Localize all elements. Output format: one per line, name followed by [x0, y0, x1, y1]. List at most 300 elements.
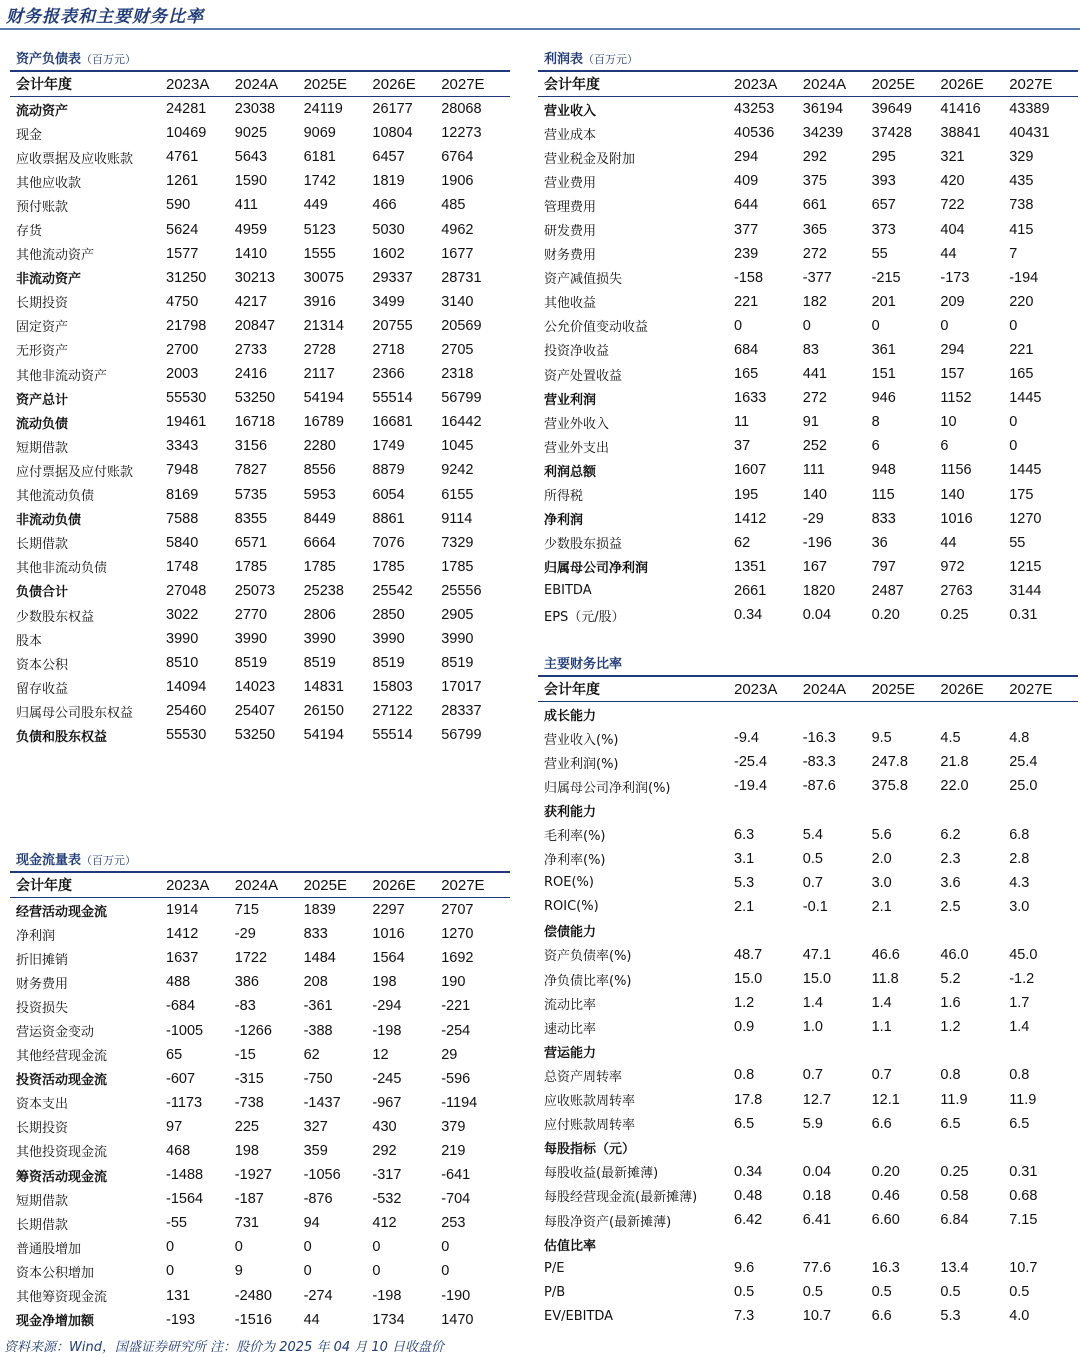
row-value: 272: [802, 390, 827, 407]
header-year: 2024A: [802, 680, 847, 698]
row-value: 1555: [303, 245, 336, 262]
row-label: 其他流动资产: [16, 248, 95, 264]
table-caption: [538, 655, 1078, 675]
row-label: 少数股东权益: [16, 609, 95, 625]
row-value: 3990: [372, 631, 405, 648]
row-value: 797: [871, 558, 896, 575]
row-value: 165: [734, 366, 759, 383]
row-value: 0: [1009, 317, 1018, 334]
row-value: 1016: [372, 926, 405, 943]
table-title: 主要财务比率: [544, 657, 623, 672]
row-value: 26150: [303, 703, 344, 720]
table-row: [10, 290, 510, 314]
row-label: 经营活动现金流: [16, 904, 108, 920]
row-value: 393: [871, 173, 896, 190]
row-value: 8519: [303, 655, 336, 672]
row-value: 21314: [303, 317, 344, 334]
row-value: 2806: [303, 607, 336, 624]
row-value: 7.15: [1009, 1212, 1038, 1229]
row-label: 归属母公司股东权益: [16, 705, 134, 721]
row-value: 8879: [372, 462, 405, 479]
row-label: 长期投资: [16, 296, 69, 312]
row-value: 1.7: [1009, 995, 1030, 1012]
row-value: 209: [940, 293, 965, 310]
header-year: 2025E: [303, 876, 347, 894]
row-value: -187: [234, 1191, 264, 1208]
row-label: 应付账款周转率: [544, 1118, 636, 1134]
row-value: 2003: [166, 366, 199, 383]
header-year: 2027E: [1009, 75, 1053, 93]
row-label: 营业费用: [544, 175, 597, 191]
row-label: 归属母公司净利润(%): [544, 780, 671, 796]
row-value: 466: [372, 197, 397, 214]
row-value: 4.5: [940, 730, 961, 747]
row-value: 8519: [441, 655, 474, 672]
row-value: 2.3: [940, 850, 961, 867]
row-value: 38841: [940, 125, 981, 142]
row-value: -198: [372, 1022, 402, 1039]
row-value: 14831: [303, 679, 344, 696]
table-header-row: [538, 70, 1078, 97]
row-label: 折旧摊销: [16, 952, 69, 968]
row-value: 46.6: [871, 946, 900, 963]
table-unit: （百万元）: [81, 854, 137, 867]
row-value: 6155: [441, 486, 474, 503]
row-value: 0: [166, 1239, 175, 1256]
row-value: 1785: [303, 558, 336, 575]
row-value: 6181: [303, 149, 336, 166]
section-row: [538, 458, 1078, 482]
row-label: 净负债比率(%): [544, 973, 632, 989]
table-row: [538, 871, 1078, 895]
row-value: 2.8: [1009, 850, 1030, 867]
row-value: 1.2: [940, 1019, 961, 1036]
row-value: 5.2: [940, 971, 961, 988]
row-value: 55: [871, 245, 888, 262]
row-value: 2707: [441, 902, 474, 919]
row-value: 13.4: [940, 1260, 969, 1277]
row-value: 219: [441, 1142, 466, 1159]
row-value: -294: [372, 998, 402, 1015]
row-value: 1045: [441, 438, 474, 455]
row-value: 1637: [166, 950, 199, 967]
row-value: 30213: [234, 269, 276, 286]
table-row: [538, 726, 1078, 750]
table-row: [538, 242, 1078, 266]
row-value: 0: [441, 1263, 450, 1280]
row-value: 0.34: [734, 1163, 763, 1180]
row-value: 329: [1009, 149, 1034, 166]
table-row: [538, 338, 1078, 362]
row-value: -193: [166, 1311, 196, 1328]
table-row: [10, 458, 510, 482]
section-row: [538, 702, 1078, 726]
row-label: 应收账款周转率: [544, 1094, 636, 1110]
row-value: 25.0: [1009, 778, 1038, 795]
row-value: -361: [303, 998, 333, 1015]
row-label: 预付账款: [16, 199, 69, 215]
table-row: [538, 290, 1078, 314]
row-value: 44: [940, 534, 957, 551]
row-value: 1.4: [1009, 1019, 1030, 1036]
table-row: [538, 1015, 1078, 1039]
row-value: 485: [441, 197, 466, 214]
row-label: 负债和股东权益: [16, 729, 108, 745]
row-value: 5953: [303, 486, 336, 503]
row-value: 375.8: [871, 778, 908, 795]
row-value: 91: [802, 414, 819, 431]
row-label: 营运资金变动: [16, 1025, 95, 1041]
row-value: 48.7: [734, 946, 763, 963]
row-value: 55530: [166, 727, 207, 744]
row-value: -221: [441, 998, 471, 1015]
row-value: 1261: [166, 173, 199, 190]
table-row: [10, 922, 510, 946]
table-row: [10, 994, 510, 1018]
row-value: 7076: [372, 534, 405, 551]
row-value: 10469: [166, 125, 207, 142]
row-value: 386: [234, 974, 259, 991]
row-value: 6.5: [734, 1115, 755, 1132]
table-row: [538, 145, 1078, 169]
row-value: -245: [372, 1070, 402, 1087]
row-value: 4750: [166, 293, 199, 310]
row-value: 2366: [372, 366, 405, 383]
table-row: [538, 1088, 1078, 1112]
row-value: 182: [802, 293, 827, 310]
table-row: [538, 193, 1078, 217]
row-label: 估值比率: [544, 1238, 597, 1254]
row-value: 6664: [303, 534, 336, 551]
table-row: [10, 531, 510, 555]
row-value: 294: [734, 149, 759, 166]
row-value: 377: [734, 221, 759, 238]
row-value: 4761: [166, 149, 199, 166]
row-value: 62: [303, 1046, 320, 1063]
row-value: -0.1: [802, 898, 828, 915]
row-value: 0: [303, 1239, 312, 1256]
row-label: 资产减值损失: [544, 272, 623, 288]
row-value: 9025: [234, 125, 268, 142]
row-value: 4962: [441, 221, 474, 238]
row-value: 3916: [303, 293, 336, 310]
row-value: 2318: [441, 366, 474, 383]
section-row: [10, 266, 510, 290]
row-value: 379: [441, 1118, 466, 1135]
section-row: [538, 798, 1078, 822]
row-label: 其他非流动负债: [16, 561, 108, 577]
row-value: 11.8: [871, 971, 899, 988]
row-label: P/E: [544, 1260, 565, 1276]
header-year: 2023A: [734, 75, 778, 93]
row-value: 8449: [303, 510, 336, 527]
row-label: 其他经营现金流: [16, 1049, 108, 1065]
row-value: 0.5: [940, 1284, 961, 1301]
row-value: -1437: [303, 1094, 341, 1111]
header-year: 2026E: [372, 876, 416, 894]
table-row: [538, 483, 1078, 507]
row-value: 6.5: [940, 1115, 961, 1132]
row-value: 7: [1009, 245, 1018, 262]
row-value: 409: [734, 173, 759, 190]
table-row: [10, 1043, 510, 1067]
row-value: -1056: [303, 1167, 341, 1184]
row-value: 28731: [441, 269, 482, 286]
row-value: 292: [802, 149, 827, 166]
row-value: 0.9: [734, 1019, 755, 1036]
row-value: 0: [372, 1263, 381, 1280]
section-row: [10, 1067, 510, 1091]
row-value: 1.0: [802, 1019, 823, 1036]
row-value: 54194: [303, 390, 344, 407]
header-year: 2024A: [234, 876, 279, 894]
row-value: 1590: [234, 173, 268, 190]
table-header-row: [538, 675, 1078, 702]
table-row: [10, 1018, 510, 1042]
row-value: -1488: [166, 1167, 204, 1184]
row-value: 0: [734, 317, 743, 334]
row-label: 公允价值变动收益: [544, 320, 649, 336]
row-value: 12273: [441, 125, 482, 142]
table-row: [10, 362, 510, 386]
row-value: 3499: [372, 293, 405, 310]
row-value: 14094: [166, 679, 207, 696]
table-row: [10, 699, 510, 723]
row-value: 412: [372, 1215, 397, 1232]
row-value: 1.2: [734, 995, 755, 1012]
section-row: [10, 898, 510, 922]
row-value: 5.9: [802, 1115, 823, 1132]
row-value: 77.6: [802, 1260, 832, 1277]
row-label: 所得税: [544, 489, 584, 505]
row-value: 37428: [871, 125, 912, 142]
table-row: [10, 1284, 510, 1308]
row-value: 7329: [441, 534, 474, 551]
section-row: [538, 1136, 1078, 1160]
row-value: 1270: [441, 926, 474, 943]
row-value: 1445: [1009, 390, 1042, 407]
row-value: 0: [1009, 438, 1018, 455]
table-row: [538, 217, 1078, 241]
row-value: 7827: [234, 462, 268, 479]
row-value: -750: [303, 1070, 333, 1087]
row-value: -158: [734, 269, 764, 286]
row-value: -2480: [234, 1287, 272, 1304]
table-row: [10, 434, 510, 458]
row-value: 0.68: [1009, 1187, 1038, 1204]
row-label: 投资净收益: [544, 344, 610, 360]
table-row: [538, 314, 1078, 338]
row-value: 1152: [940, 390, 972, 407]
section-row: [10, 507, 510, 531]
row-label: 应收票据及应收账款: [16, 151, 134, 167]
row-value: 15.0: [734, 971, 763, 988]
row-value: 21.8: [940, 754, 969, 771]
row-value: 6.6: [871, 1308, 892, 1325]
row-label: 营业利润(%): [544, 756, 619, 772]
row-value: 590: [166, 197, 191, 214]
row-value: -173: [940, 269, 970, 286]
row-value: 2705: [441, 341, 474, 358]
title-divider: [0, 28, 1080, 30]
row-value: -83.3: [802, 754, 836, 771]
row-value: 1470: [441, 1311, 474, 1328]
table-caption: [10, 851, 510, 871]
row-value: 8169: [166, 486, 199, 503]
table-row: [10, 946, 510, 970]
income-statement-table: [538, 50, 1078, 627]
table-row: [10, 145, 510, 169]
row-value: 415: [1009, 221, 1034, 238]
row-value: 8556: [303, 462, 336, 479]
table-row: [538, 822, 1078, 846]
table-row: [538, 1304, 1078, 1328]
row-value: 1742: [303, 173, 336, 190]
row-label: 其他流动负债: [16, 489, 95, 505]
row-value: 0.25: [940, 607, 969, 624]
row-value: 175: [1009, 486, 1034, 503]
row-value: 56799: [441, 390, 482, 407]
row-value: 0: [802, 317, 811, 334]
row-value: -196: [802, 534, 832, 551]
row-value: 0.7: [802, 874, 823, 891]
row-value: 40536: [734, 125, 775, 142]
table-row: [538, 1208, 1078, 1232]
row-label: 营业成本: [544, 127, 597, 143]
row-value: 22.0: [940, 778, 969, 795]
row-value: 1692: [441, 950, 474, 967]
table-row: [10, 627, 510, 651]
row-value: -29: [234, 926, 256, 943]
row-label: 其他投资现金流: [16, 1145, 108, 1161]
row-value: 948: [871, 462, 896, 479]
row-value: 31250: [166, 269, 207, 286]
row-value: 55514: [372, 727, 413, 744]
row-value: 420: [940, 173, 965, 190]
row-label: 长期借款: [16, 537, 69, 553]
row-value: 190: [441, 974, 466, 991]
row-value: 6.3: [734, 826, 755, 843]
table-row: [538, 750, 1078, 774]
row-value: 7588: [166, 510, 199, 527]
cash-flow-table: [10, 851, 510, 1332]
row-label: 资产负债率(%): [544, 949, 632, 965]
header-label: 会计年度: [16, 878, 72, 894]
row-label: 流动负债: [16, 416, 69, 432]
section-row: [538, 555, 1078, 579]
row-value: 27122: [372, 703, 413, 720]
row-value: 16681: [372, 414, 413, 431]
row-value: 10.7: [802, 1308, 832, 1325]
row-value: 1677: [441, 245, 474, 262]
row-value: 30075: [303, 269, 344, 286]
row-value: 2487: [871, 582, 904, 599]
row-label: 营业税金及附加: [544, 151, 636, 167]
row-label: 投资活动现金流: [16, 1073, 108, 1089]
table-unit: （百万元）: [81, 53, 137, 66]
row-label: 现金: [16, 127, 43, 143]
row-value: 0: [940, 317, 949, 334]
row-value: 6.8: [1009, 826, 1030, 843]
row-value: 28068: [441, 101, 482, 118]
row-value: 198: [234, 1142, 259, 1159]
row-value: 6054: [372, 486, 405, 503]
row-label: 负债合计: [16, 585, 69, 601]
row-value: 12: [372, 1046, 389, 1063]
row-value: 221: [1009, 341, 1034, 358]
row-label: 净利率(%): [544, 853, 606, 869]
row-value: 435: [1009, 173, 1034, 190]
row-value: 140: [940, 486, 965, 503]
row-value: 17.8: [734, 1091, 763, 1108]
row-value: 17017: [441, 679, 482, 696]
row-label: 其他应收款: [16, 175, 82, 191]
row-value: 1748: [166, 558, 199, 575]
section-row: [538, 1232, 1078, 1256]
row-value: -315: [234, 1070, 264, 1087]
row-value: 2661: [734, 582, 767, 599]
row-value: -1564: [166, 1191, 204, 1208]
row-value: -1005: [166, 1022, 204, 1039]
row-label: 研发费用: [544, 224, 597, 240]
row-value: 1749: [372, 438, 405, 455]
row-label: 固定资产: [16, 320, 69, 336]
row-label: 流动比率: [544, 997, 597, 1013]
row-value: 441: [802, 366, 827, 383]
row-value: 684: [734, 341, 759, 358]
row-label: 少数股东损益: [544, 537, 623, 553]
row-label: P/B: [544, 1284, 566, 1300]
row-value: 10804: [372, 125, 413, 142]
row-value: 373: [871, 221, 896, 238]
row-value: -190: [441, 1287, 471, 1304]
row-value: 195: [734, 486, 759, 503]
row-value: 488: [166, 974, 191, 991]
row-value: 1819: [372, 173, 405, 190]
row-value: 2763: [940, 582, 973, 599]
row-value: 6457: [372, 149, 405, 166]
row-label: 速动比率: [544, 1021, 597, 1037]
row-label: 非流动负债: [16, 513, 82, 529]
row-value: 321: [940, 149, 965, 166]
row-value: -532: [372, 1191, 402, 1208]
row-value: 0.5: [871, 1284, 892, 1301]
row-value: 1215: [1009, 558, 1042, 575]
row-value: -641: [441, 1167, 471, 1184]
row-value: 131: [166, 1287, 191, 1304]
row-value: 2700: [166, 341, 199, 358]
table-row: [538, 603, 1078, 627]
row-value: 97: [166, 1118, 183, 1135]
row-value: 0.20: [871, 1163, 900, 1180]
row-value: -876: [303, 1191, 333, 1208]
section-row: [538, 507, 1078, 531]
row-value: 47.1: [802, 946, 832, 963]
row-value: 27048: [166, 582, 207, 599]
row-value: 1.6: [940, 995, 961, 1012]
row-value: 295: [871, 149, 896, 166]
row-value: -19.4: [734, 778, 768, 795]
row-value: 0.18: [802, 1187, 832, 1204]
page-title: 财务报表和主要财务比率: [6, 7, 204, 27]
table-row: [538, 579, 1078, 603]
row-value: 6.41: [802, 1212, 832, 1229]
row-value: 1906: [441, 173, 474, 190]
row-value: 0.8: [1009, 1067, 1030, 1084]
row-label: 归属母公司净利润: [544, 561, 649, 577]
table-row: [10, 1091, 510, 1115]
row-label: 每股收益(最新摊薄): [544, 1166, 659, 1182]
